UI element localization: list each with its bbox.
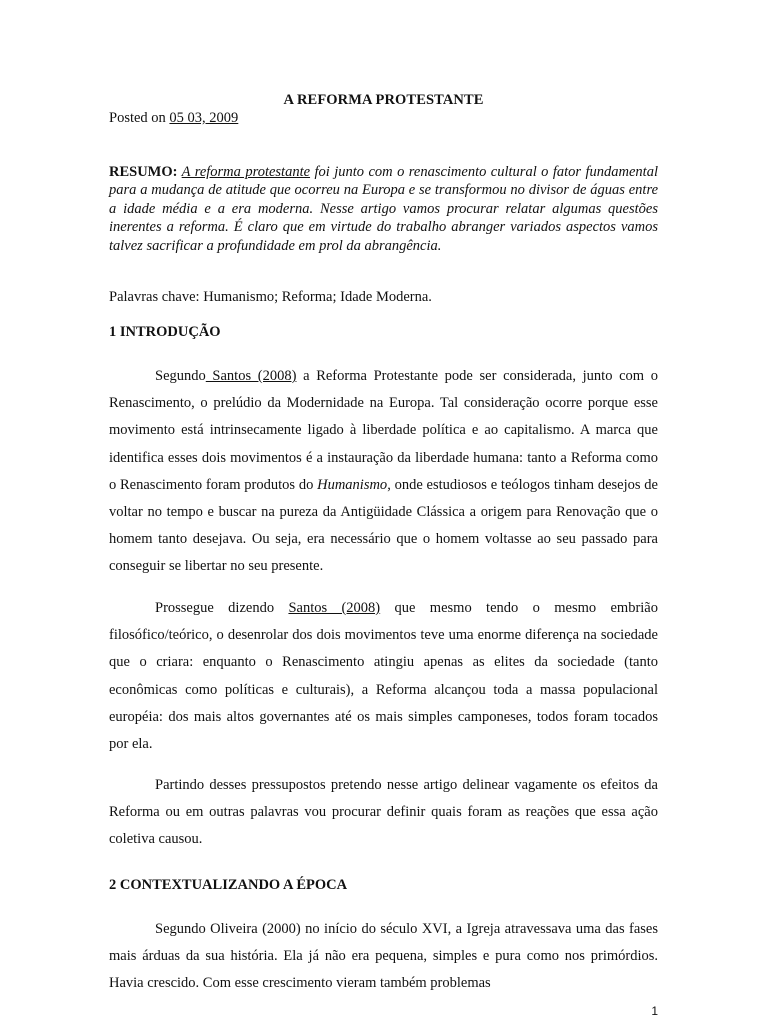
- paragraph-context-1: Segundo Oliveira (2000) no início do século XVI, a Igreja atravessava uma das fases mais árduas da sua história. Ela já não era pequena, simples e pura como nos primórdios. Havia crescido. Com esse crescimento vieram também problemas: [109, 921, 658, 992]
- p2-start: Prossegue dizendo: [155, 600, 289, 616]
- abstract-text: foi junto com o renascimento cultural o fator fundamental para a mudança de atitude que ocorreu na Europa e se transformou no divisor de águas entre a idade média e a era moderna. Nesse artigo vamos procurar relatar algumas questões inerentes a reforma. É claro que em virtude do trabalho abranger variados aspectos vamos talvez sacrificar a profundidade em prol da abrangência.: [109, 164, 658, 254]
- page-number: 1: [651, 1004, 658, 1018]
- santos-2008-link-2[interactable]: Santos (2008): [288, 600, 381, 616]
- document-title: A REFORMA PROTESTANTE: [283, 92, 484, 108]
- abstract-label: RESUMO:: [109, 164, 178, 180]
- p1-mid: a Reforma Protestante pode ser considerada, junto com o Renascimento, o prelúdio da Modernidade na Europa. Tal consideração ocorre porque esse movimento está intrinsecamente ligado à liberdade política e ao capitalismo. A marca que identifica esses dois movimentos é a instauração da liberdade humana: tanto a Reforma como o Renascimento foram produtos do: [109, 368, 658, 493]
- document-page: [109, 0, 658, 1024]
- paragraph-intro-2: [109, 595, 658, 758]
- abstract: [109, 163, 658, 255]
- section-heading-contextualizando: 2 CONTEXTUALIZANDO A ÉPOCA: [109, 877, 348, 893]
- posted-date-link[interactable]: 05 03, 2009: [169, 110, 239, 126]
- section-heading-introducao: 1 INTRODUÇÃO: [109, 324, 221, 340]
- p1-end: , onde estudiosos e teólogos tinham desejos de voltar no tempo e buscar na pureza da Antigüidade Clássica a origem para Renovação que o homem tanto desejava. Ou seja, era necessário que o homem voltasse ao seu passado para conseguir se libertar no seu presente.: [109, 476, 658, 575]
- paragraph-intro-3: Partindo desses pressupostos pretendo nesse artigo delinear vagamente os efeitos da Reforma ou em outras palavras vou procurar definir quais foram as reações que essa ação coletiva causou.: [109, 777, 658, 848]
- p2-end: que mesmo tendo o mesmo embrião filosófico/teórico, o desenrolar dos dois movimentos teve uma enorme diferença na sociedade que o criara: enquanto o Renascimento atingiu apenas as elites da sociedade (tanto econômicas como políticas e culturais), a Reforma alcançou toda a massa populacional européia: dos mais altos governantes até os mais simples camponeses, todos foram tocados por ela.: [109, 600, 658, 753]
- keywords: Palavras chave: Humanismo; Reforma; Idade Moderna.: [109, 289, 432, 305]
- p1-italic: Humanismo: [317, 476, 388, 493]
- paragraph-intro-1: [109, 363, 658, 581]
- santos-2008-link-1[interactable]: Santos (2008): [205, 368, 297, 384]
- posted-line: [109, 110, 238, 127]
- p1-start: Segundo: [155, 368, 206, 384]
- abstract-link[interactable]: A reforma protestante: [181, 164, 311, 180]
- posted-prefix: Posted on: [109, 110, 166, 126]
